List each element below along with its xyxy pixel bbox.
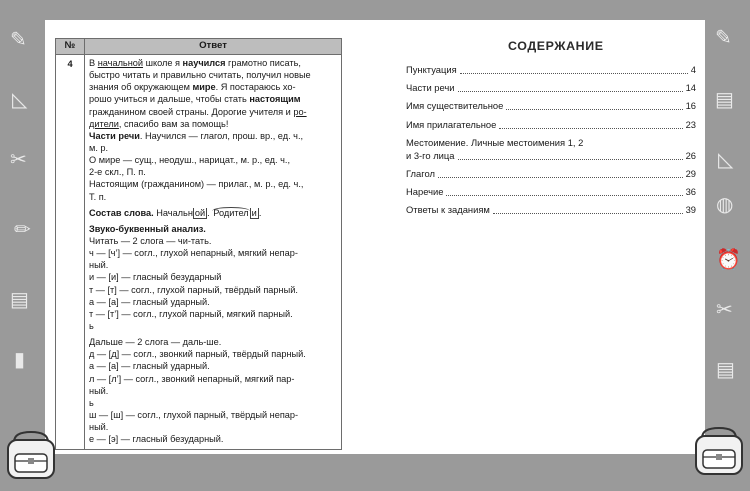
text-line: гражданином своей страны. Дорогие учителя и ро-: [89, 106, 307, 117]
alarm-clock-icon: ⏰: [716, 249, 741, 271]
text-line: рошо учиться и дальше, чтобы стать настоящим: [89, 94, 301, 105]
parts-line: 2-е скл., П. п.: [89, 167, 146, 178]
text-line: знания об окружающем мире. Я постараюсь хо-: [89, 82, 296, 93]
toc-item[interactable]: Глагол 29: [406, 168, 696, 179]
toc-page-number: 4: [690, 64, 696, 75]
parts-line: м. р.: [89, 142, 109, 153]
parts-line: Части речи. Научился — глагол, прош. вр., ед. ч.,: [89, 130, 304, 141]
toc-item[interactable]: Имя существительное 16: [406, 100, 696, 111]
phonetic-line: ь: [89, 397, 94, 408]
phonetic-line: а — [а] — гласный ударный.: [89, 296, 210, 307]
column-header-answer: Ответ: [85, 39, 342, 55]
phonetic-line: ный.: [89, 385, 109, 396]
row-number: 4: [56, 55, 85, 450]
ruler-icon: ▮: [14, 349, 26, 371]
word-structure-line: Состав слова. Начальн ой . Родител и .: [89, 207, 262, 218]
phonetic-line: ь: [89, 320, 94, 331]
parts-line: Т. п.: [89, 191, 107, 202]
phonetic-line: Дальше — 2 слога — даль-ше.: [89, 337, 222, 348]
triangle-ruler-icon: ◺: [718, 149, 734, 171]
text-line: дители, спасибо вам за помощь!: [89, 118, 229, 129]
toc-item[interactable]: Пунктуация 4: [406, 64, 696, 75]
toc-item[interactable]: Части речи 14: [406, 82, 696, 93]
backpack-icon: [0, 428, 62, 480]
toc-page-number: 39: [685, 204, 696, 215]
pencil-icon: ✎: [10, 29, 27, 51]
toc-item[interactable]: Имя прилагательное 23: [406, 119, 696, 130]
phonetic-line: т — [т] — согл., глухой парный, твёрдый парный.: [89, 284, 298, 295]
pencil-icon: ✏: [14, 219, 31, 241]
phonetic-line: ный.: [89, 260, 109, 271]
table-header-row: [56, 39, 342, 55]
pencil-icon: ✎: [715, 27, 732, 49]
toc-item[interactable]: Ответы к заданиям 39: [406, 204, 696, 215]
backpack-icon: [688, 424, 750, 476]
phonetic-line: т — [т’] — согл., глухой парный, мягкий парный.: [89, 308, 293, 319]
phonetic-line: Читать — 2 слога — чи-тать.: [89, 235, 212, 246]
answer-table: [55, 38, 342, 450]
parts-line: Настоящим (гражданином) — прилаг., м. р., ед. ч.,: [89, 179, 304, 190]
toc-page-number: 36: [685, 186, 696, 197]
toc-page-number: 23: [685, 119, 696, 130]
toc-page-number: 14: [685, 82, 696, 93]
table-row: [56, 55, 342, 450]
text-line: В начальной школе я научился грамотно писать,: [89, 58, 301, 68]
globe-icon: ◍: [716, 194, 734, 216]
text-line: быстро читать и правильно считать, получил новые: [89, 70, 311, 81]
toc-item[interactable]: Местоимение. Личные местоимения 1, 2: [406, 137, 584, 148]
phonetic-line: и — [и] — гласный безударный: [89, 272, 222, 283]
scissors-icon: ✂: [716, 299, 733, 321]
phonetic-line: д — [д] — согл., звонкий парный, твёрдый парный.: [89, 349, 306, 360]
phonetic-line: ч — [ч’] — согл., глухой непарный, мягкий непар-: [89, 248, 298, 259]
column-header-number: №: [56, 39, 85, 55]
toc-title: СОДЕРЖАНИЕ: [508, 39, 604, 53]
book-icon: ▤: [716, 359, 735, 381]
book-spread: [45, 20, 705, 454]
phonetic-heading: Звуко-буквенный анализ.: [89, 223, 206, 234]
toc-page-number: 26: [685, 150, 696, 161]
toc-page-number: 16: [685, 100, 696, 111]
scissors-icon: ✂: [10, 149, 27, 171]
toc-item-continued[interactable]: и 3-го лица 26: [406, 150, 696, 161]
book-icon: ▤: [715, 89, 734, 111]
toc-item[interactable]: Наречие 36: [406, 186, 696, 197]
triangle-ruler-icon: ◺: [12, 89, 28, 111]
parts-line: О мире — сущ., неодуш., нарицат., м. р., ед. ч.,: [89, 155, 291, 166]
phonetic-line: е — [э] — гласный безударный.: [89, 434, 224, 445]
phonetic-line: а — [а] — гласный ударный.: [89, 361, 210, 372]
toc-page-number: 29: [685, 168, 696, 179]
phonetic-line: л — [л’] — согл., звонкий непарный, мягкий пар-: [89, 373, 295, 384]
book-icon: ▤: [10, 289, 29, 311]
phonetic-line: ный.: [89, 422, 109, 433]
answer-cell: [85, 55, 342, 450]
phonetic-line: ш — [ш] — согл., глухой парный, твёрдый непар-: [89, 409, 299, 420]
